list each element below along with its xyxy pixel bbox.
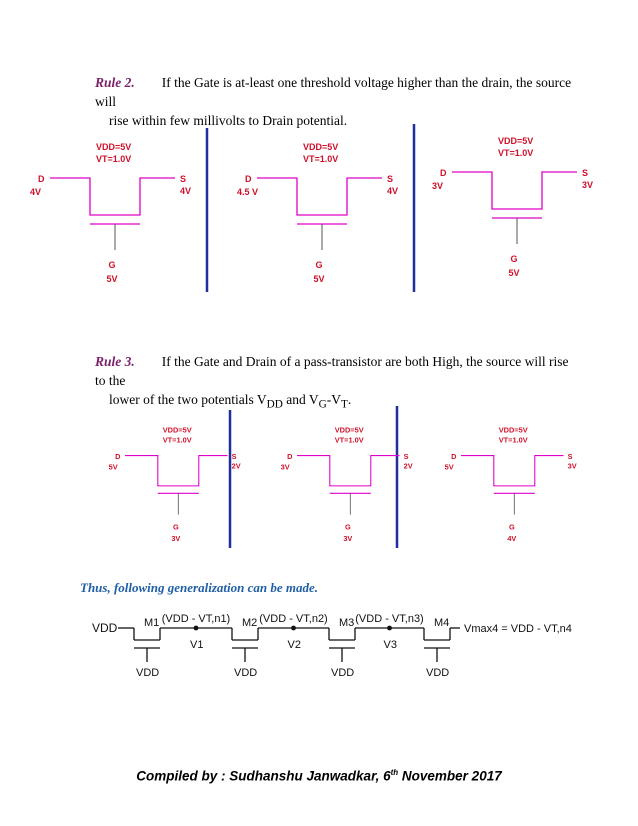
- vdd-label: VDD=5V: [96, 142, 132, 152]
- gate-vdd-label-2: VDD: [234, 667, 258, 679]
- pass-transistor-chain: [0, 610, 638, 690]
- generalization-text: Thus, following generalization can be made.: [80, 580, 318, 595]
- vt-label: VT=1.0V: [498, 435, 528, 445]
- vt-label: VT=1.0V: [162, 435, 192, 445]
- channel-wire: [125, 456, 228, 486]
- source-voltage: 3V: [567, 461, 577, 471]
- gate-voltage: 5V: [313, 274, 325, 284]
- channel-wire: [50, 178, 175, 215]
- transistor-label-m4: M4: [434, 617, 450, 629]
- gate-vdd-label-1: VDD: [136, 667, 160, 679]
- drop-label-3: (VDD - VT,n3): [355, 613, 424, 625]
- drain-label: D: [451, 451, 457, 461]
- node-label-v1: V1: [190, 639, 204, 651]
- gate-label: G: [510, 254, 518, 264]
- source-label: S: [231, 451, 237, 461]
- vt-label: VT=1.0V: [334, 435, 364, 445]
- rule3-diagrams: [0, 400, 638, 560]
- source-voltage: 4V: [180, 186, 192, 196]
- vdd-label: VDD=5V: [303, 142, 339, 152]
- source-label: S: [582, 168, 589, 178]
- drain-label: D: [287, 451, 293, 461]
- drain-voltage: 5V: [444, 462, 454, 472]
- node-dot-1: [194, 626, 199, 631]
- vt-label: VT=1.0V: [303, 154, 339, 164]
- drain-label: D: [115, 451, 121, 461]
- node-label-v3: V3: [383, 639, 397, 651]
- drain-voltage: 3V: [280, 462, 290, 472]
- rule2-diagrams: [0, 120, 638, 300]
- gate-voltage: 3V: [171, 533, 181, 543]
- gate-voltage: 3V: [343, 533, 353, 543]
- drop-label-1: (VDD - VT,n1): [161, 613, 231, 625]
- source-voltage: 4V: [387, 186, 399, 196]
- gate-label: G: [315, 260, 323, 270]
- source-voltage: 3V: [582, 180, 594, 190]
- gate-voltage: 5V: [106, 274, 118, 284]
- transistor-label-m2: M2: [242, 617, 258, 629]
- source-label: S: [180, 174, 187, 184]
- source-label: S: [387, 174, 394, 184]
- transistor-label-m3: M3: [339, 617, 355, 629]
- channel-wire: [297, 456, 400, 486]
- rule2-line2: rise within few millivolts to Drain potential.: [109, 113, 348, 128]
- node-dot-3: [387, 626, 392, 631]
- rule3-line1: If the Gate and Drain of a pass-transistor are both High, the source will rise to the: [95, 354, 569, 388]
- drain-label: D: [440, 168, 447, 178]
- drain-voltage: 5V: [108, 462, 118, 472]
- source-label: S: [403, 451, 409, 461]
- drain-voltage: 4V: [30, 187, 42, 197]
- rule2-name: Rule 2.: [95, 75, 135, 90]
- channel-wire: [452, 172, 577, 209]
- drain-voltage: 3V: [432, 181, 444, 191]
- drop-label-2: (VDD - VT,n2): [259, 613, 328, 625]
- channel-wire: [461, 456, 564, 486]
- gate-label: G: [172, 522, 179, 532]
- rule3-line2: lower of the two potentials $V_{DD}$ and $V_G-V_T$.: [109, 392, 352, 411]
- vdd-label: VDD=5V: [162, 425, 192, 435]
- gate-label: G: [508, 522, 515, 532]
- rule2-line1: If the Gate is at-least one threshold voltage higher than the drain, the source will: [95, 75, 572, 109]
- vdd-label: VDD=5V: [498, 136, 534, 146]
- vdd-input-label: VDD: [92, 621, 118, 635]
- gate-vdd-label-4: VDD: [426, 667, 450, 679]
- node-label-v2: V2: [287, 639, 301, 651]
- drain-label: D: [245, 174, 252, 184]
- vt-label: VT=1.0V: [96, 154, 132, 164]
- source-label: S: [567, 451, 573, 461]
- vt-label: VT=1.0V: [498, 148, 534, 158]
- vdd-label: VDD=5V: [498, 425, 528, 435]
- gate-vdd-label-3: VDD: [331, 667, 355, 679]
- drain-voltage: 4.5 V: [237, 187, 259, 197]
- channel-wire: [257, 178, 382, 215]
- drain-label: D: [38, 174, 45, 184]
- gate-label: G: [344, 522, 351, 532]
- gate-voltage: 5V: [508, 268, 520, 278]
- gate-label: G: [108, 260, 116, 270]
- source-voltage: 2V: [403, 461, 413, 471]
- footer: Compiled by : Sudhanshu Janwadkar, 6th November 2017: [136, 768, 502, 784]
- source-voltage: 2V: [231, 461, 241, 471]
- vmax-label: Vmax4 = VDD - VT,n4: [464, 623, 572, 635]
- rule3-name: Rule 3.: [95, 354, 135, 369]
- transistor-label-m1: M1: [144, 617, 160, 629]
- vdd-label: VDD=5V: [334, 425, 364, 435]
- gate-voltage: 4V: [507, 533, 517, 543]
- node-dot-2: [291, 626, 296, 631]
